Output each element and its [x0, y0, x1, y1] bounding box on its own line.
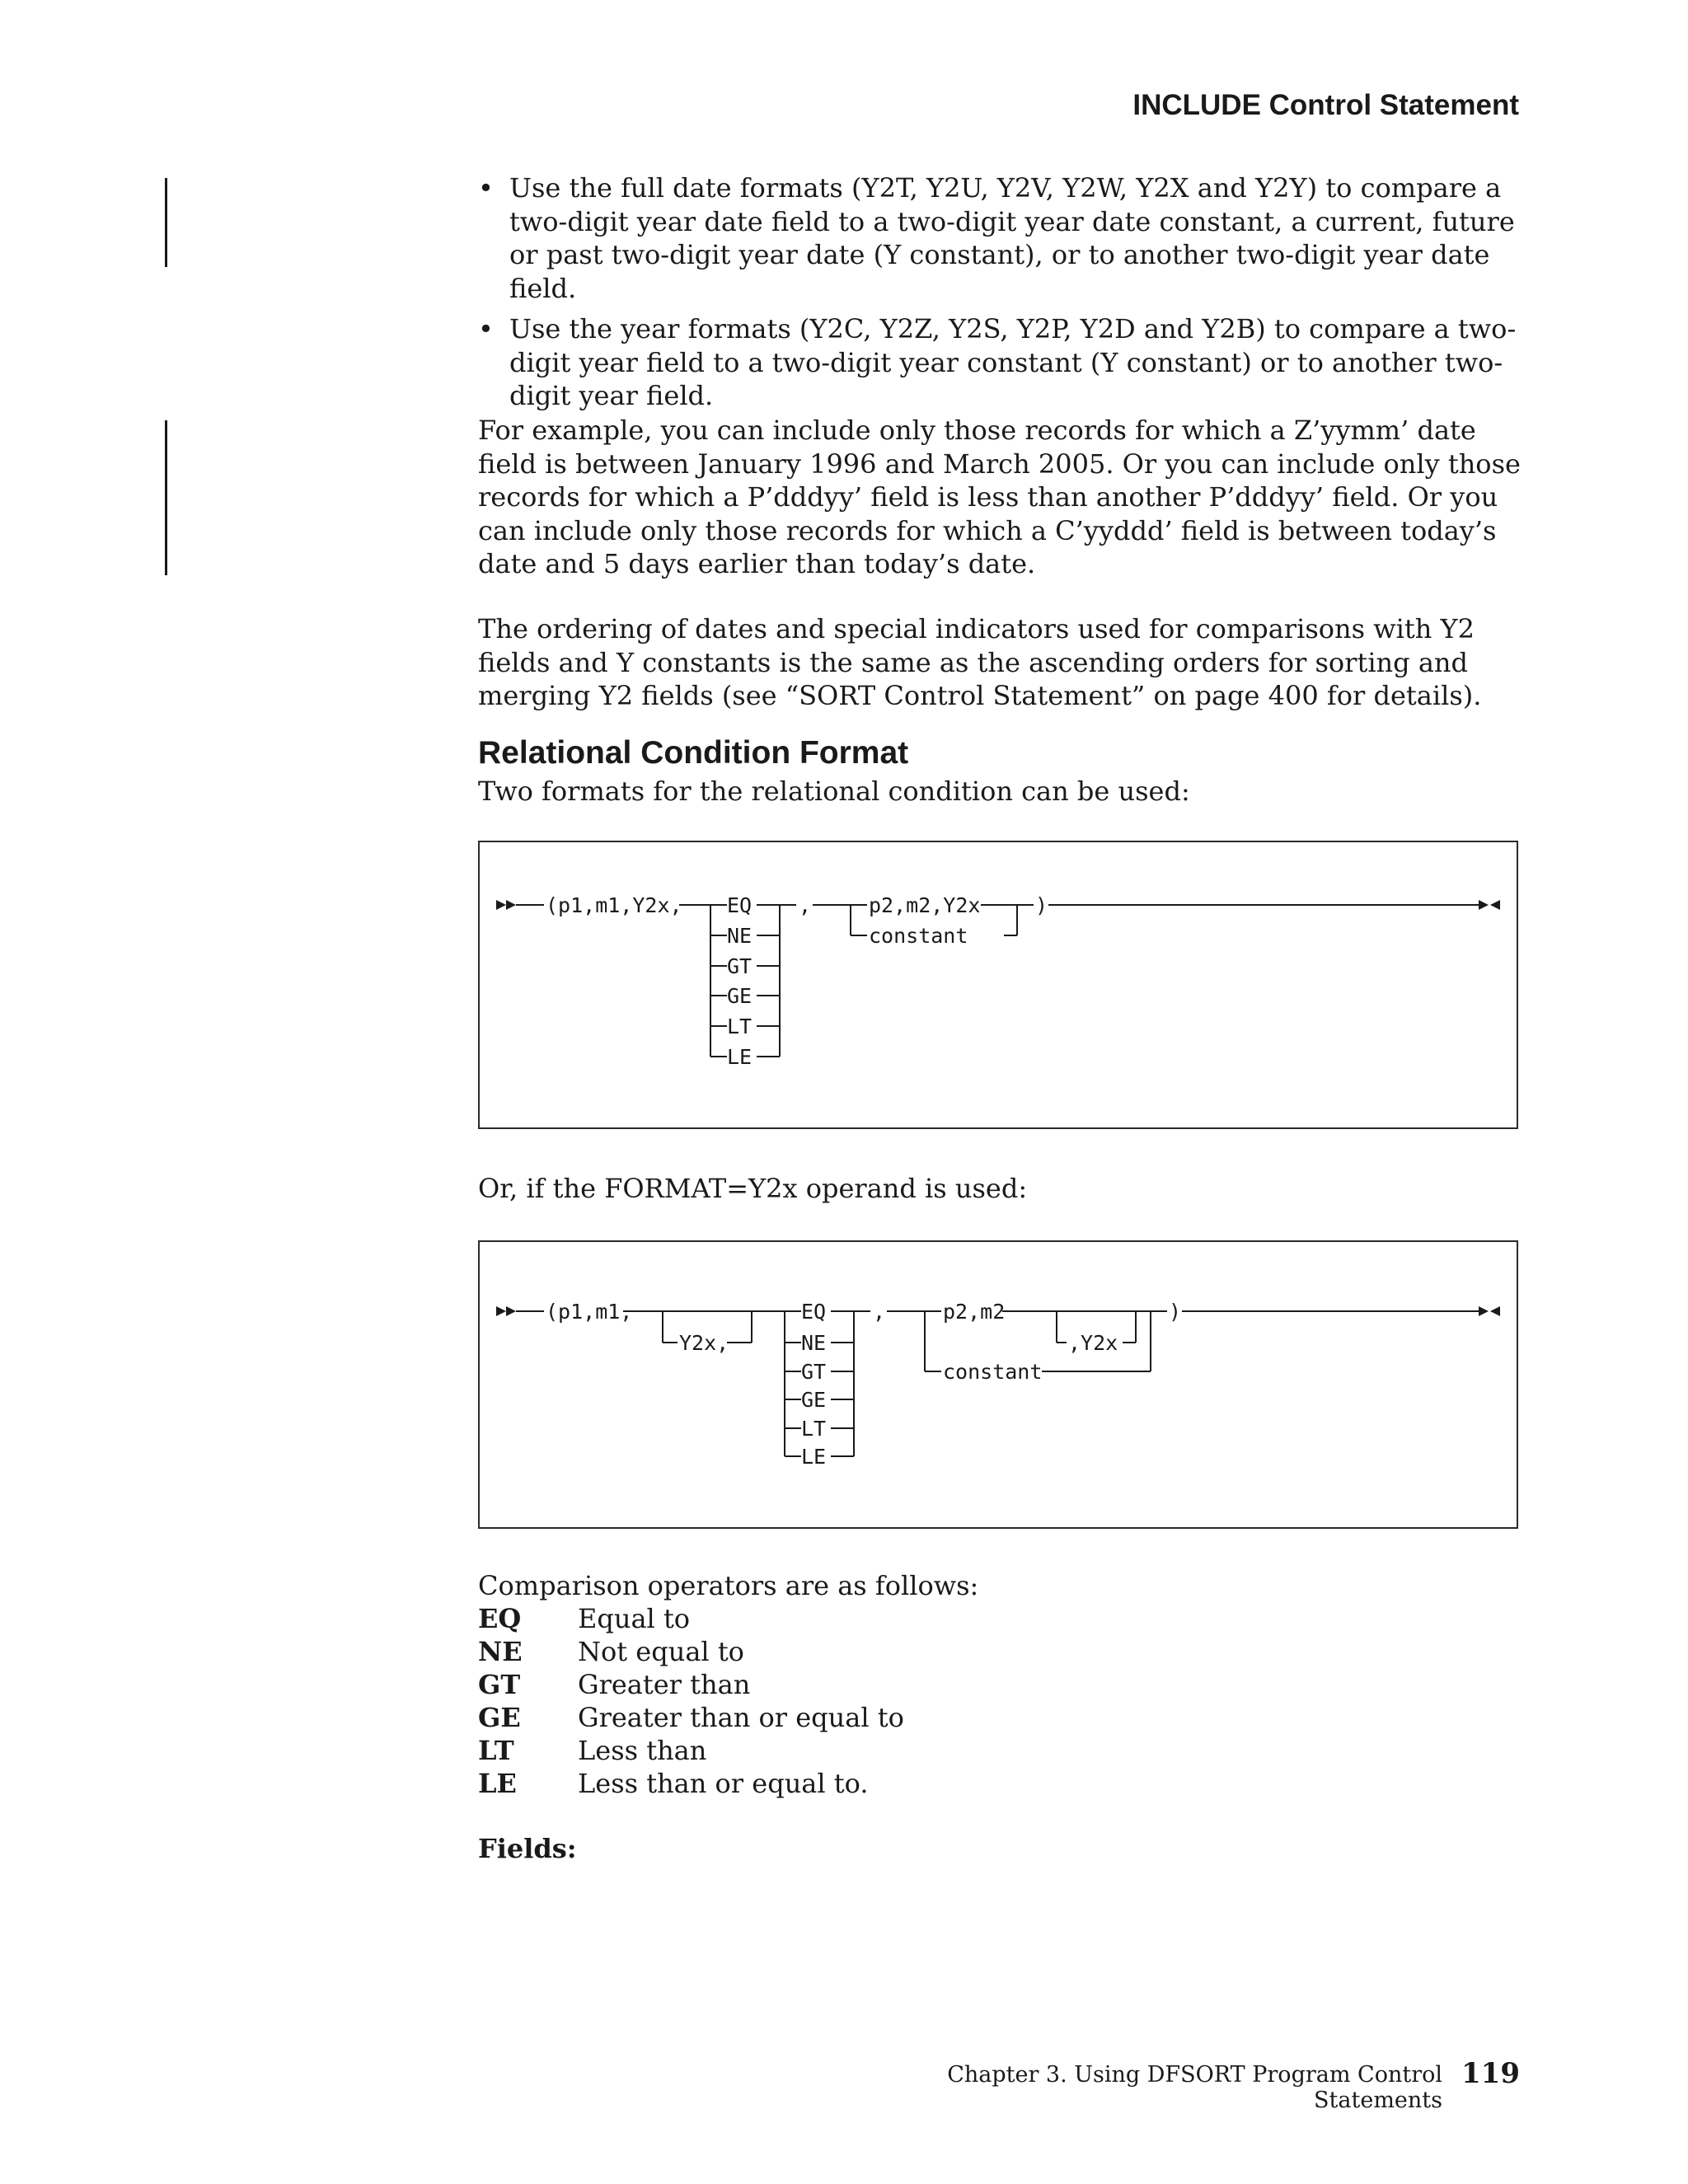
- syntax2-op-gt: GT: [801, 1360, 827, 1384]
- syntax1-start: (p1,m1,Y2x,: [546, 893, 682, 917]
- syntax1-field: p2,m2,Y2x: [869, 893, 981, 917]
- syntax-diagram-format-2: [478, 1240, 1518, 1529]
- format2-intro: Or, if the FORMAT=Y2x operand is used:: [478, 1173, 1028, 1204]
- syntax2-op-le: LE: [801, 1445, 827, 1469]
- syntax2-comma: ,: [873, 1300, 886, 1324]
- syntax-diagram-format-1: [478, 841, 1518, 1129]
- syntax1-op-gt: GT: [727, 954, 753, 978]
- operator-code: GT: [478, 1669, 521, 1700]
- syntax1-op-le: LE: [727, 1045, 753, 1069]
- operator-meaning: Equal to: [578, 1603, 691, 1634]
- syntax2-op-ne: NE: [801, 1331, 827, 1355]
- syntax1-close: ): [1035, 893, 1048, 917]
- syntax1-comma: ,: [799, 893, 812, 917]
- change-bar-bullet: [165, 178, 167, 267]
- syntax2-optional-format: Y2x,: [679, 1331, 729, 1355]
- syntax2-optional-suffix: ,Y2x: [1068, 1331, 1118, 1355]
- operator-code: LT: [478, 1735, 514, 1766]
- page-number: 119: [1461, 2057, 1520, 2090]
- section-heading: Relational Condition Format: [478, 735, 909, 771]
- bullet-text: Use the full date formats (Y2T, Y2U, Y2V, Y2W, Y2X and Y2Y) to compare a two-digit year date field to a two-digit year date constant, a current, future or past two-digit year date (Y constant), or to another two-digit year date field.: [509, 172, 1515, 304]
- syntax1-op-ge: GE: [727, 984, 753, 1008]
- operator-code: GE: [478, 1702, 521, 1733]
- footer-chapter: Chapter 3. Using DFSORT Program Control Statements: [947, 2062, 1442, 2113]
- operator-row: [478, 1701, 904, 1734]
- operator-row: [478, 1767, 904, 1800]
- operator-row: [478, 1668, 904, 1701]
- syntax1-op-ne: NE: [727, 924, 753, 948]
- fields-label: Fields:: [478, 1833, 577, 1864]
- syntax2-close: ): [1169, 1300, 1182, 1324]
- bullet-text: Use the year formats (Y2C, Y2Z, Y2S, Y2P, Y2D and Y2B) to compare a two-digit year field to a two-digit year constant (Y constant) or to another two-digit year field.: [509, 313, 1517, 411]
- operator-code: NE: [478, 1636, 523, 1667]
- ordering-paragraph: The ordering of dates and special indicators used for comparisons with Y2 fields and Y constants is the same as the ascending orders for sorting and merging Y2 fields (see “SORT Control Statement” on page 400 for details).: [478, 613, 1482, 711]
- bullet-item: [478, 171, 1525, 305]
- syntax1-op-eq: EQ: [727, 893, 753, 917]
- operator-meaning: Less than or equal to.: [578, 1768, 869, 1799]
- syntax-diagram-2-svg: [480, 1242, 1517, 1527]
- syntax2-op-ge: GE: [801, 1388, 827, 1412]
- syntax2-start: (p1,m1,: [546, 1300, 633, 1324]
- operator-row: [478, 1635, 904, 1668]
- operator-code: EQ: [478, 1603, 522, 1634]
- syntax1-op-lt: LT: [727, 1015, 753, 1038]
- operator-meaning: Greater than: [578, 1669, 751, 1700]
- bullet-list: [478, 171, 1525, 420]
- bullet-symbol: •: [478, 313, 494, 344]
- syntax1-constant: constant: [869, 924, 968, 948]
- bullet-item: [478, 312, 1525, 413]
- syntax2-constant: constant: [943, 1360, 1043, 1384]
- running-header: INCLUDE Control Statement: [1132, 89, 1519, 121]
- operator-code: LE: [478, 1768, 517, 1799]
- operator-meaning: Greater than or equal to: [578, 1702, 904, 1733]
- bullet-symbol: •: [478, 172, 494, 204]
- operator-meaning: Less than: [578, 1735, 707, 1766]
- operator-row: [478, 1602, 904, 1635]
- syntax2-field: p2,m2: [943, 1300, 1006, 1324]
- operators-intro: Comparison operators are as follows:: [478, 1570, 979, 1601]
- operators-table: [478, 1602, 904, 1800]
- operator-meaning: Not equal to: [578, 1636, 744, 1667]
- syntax2-op-eq: EQ: [801, 1300, 827, 1324]
- syntax-diagram-1-svg: [480, 842, 1517, 1127]
- section-intro: Two formats for the relational condition can be used:: [478, 776, 1190, 807]
- syntax2-op-lt: LT: [801, 1417, 827, 1441]
- change-bar-example: [165, 420, 167, 575]
- operator-row: [478, 1734, 904, 1767]
- example-paragraph: For example, you can include only those records for which a Z’yymm’ date field is between January 1996 and March 2005. Or you can include only those records for which a P’dddyy’ field is less than another P’dddyy’ field. Or you can include only those records for which a C’yyddd’ field is between today’s date and 5 days earlier than today’s date.: [478, 415, 1521, 579]
